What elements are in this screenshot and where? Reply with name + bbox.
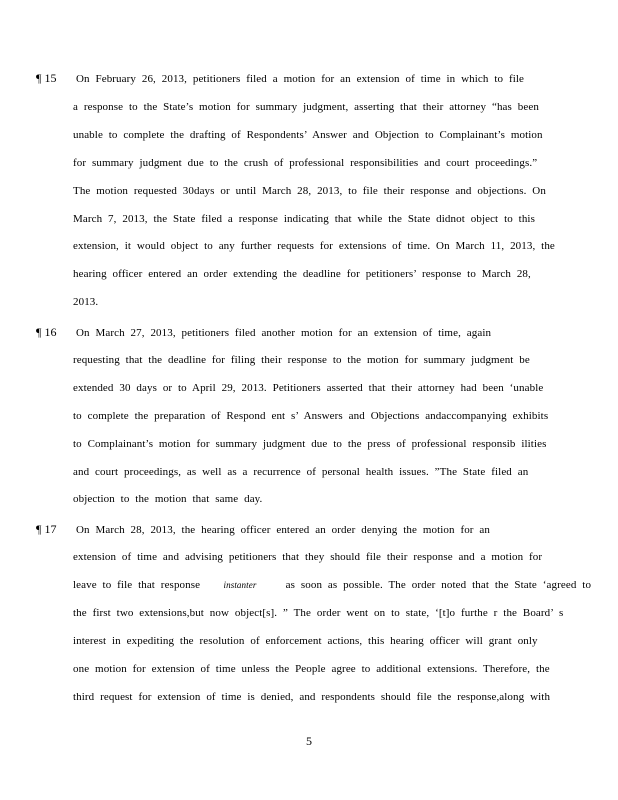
italic-term: instanter: [223, 580, 257, 590]
paragraph-line: objection to the motion that same day.: [73, 493, 263, 505]
line-segment: leave to file that response: [73, 579, 201, 591]
page-number: 5: [306, 734, 312, 748]
paragraph-line: 2013.: [73, 296, 99, 308]
paragraph-line: interest in expediting the resolution of enforcement actions, this hearing officer will grant only: [73, 635, 538, 647]
paragraph-line: On March 27, 2013, petitioners filed another motion for an extension of time, again: [76, 327, 492, 339]
paragraph-line: extension of time and advising petitioners that they should file their response and a motion for: [73, 551, 543, 563]
paragraph-marker: ¶ 17: [36, 522, 57, 536]
paragraph-marker: ¶ 16: [36, 325, 57, 339]
paragraph-line: third request for extension of time is denied, and respondents should file the response,along with: [73, 691, 551, 703]
line-segment: as soon as possible. The order noted that the State ‘agreed to: [285, 579, 592, 591]
paragraph-line: to Complainant’s motion for summary judgment due to the press of professional responsib ilities: [73, 438, 547, 450]
paragraph-line: a response to the State’s motion for summary judgment, asserting that their attorney “has been: [73, 101, 539, 113]
paragraph-line: for summary judgment due to the crush of professional responsibilities and court proceedings.”: [73, 157, 538, 169]
paragraph-line: On March 28, 2013, the hearing officer entered an order denying the motion for an: [76, 524, 490, 536]
paragraph-line: requesting that the deadline for filing their response to the motion for summary judgment be: [73, 354, 530, 366]
paragraph-line: one motion for extension of time unless the People agree to additional extensions. Therefore, the: [73, 663, 550, 675]
paragraph-line: The motion requested 30days or until March 28, 2013, to file their response and objections. On: [73, 185, 546, 197]
paragraph-marker: ¶ 15: [36, 71, 57, 85]
paragraph-line-with-italic: [73, 578, 591, 592]
paragraph-line: the first two extensions,but now object[s]. ” The order went on to state, ‘[t]o furthe r the Board’ s: [73, 607, 564, 619]
paragraph-line: to complete the preparation of Respond ent s’ Answers and Objections andaccompanying exhibits: [73, 410, 549, 422]
paragraph-line: unable to complete the drafting of Respondents’ Answer and Objection to Complainant’s motion: [73, 129, 543, 141]
paragraph-line: and court proceedings, as well as a recurrence of personal health issues. ”The State filed an: [73, 466, 529, 478]
paragraph-line: extension, it would object to any further requests for extensions of time. On March 11, 2013, the: [73, 240, 555, 252]
paragraph-line: March 7, 2013, the State filed a response indicating that while the State didnot object to this: [73, 213, 535, 225]
paragraph-line: hearing officer entered an order extending the deadline for petitioners’ response to March 28,: [73, 268, 531, 280]
paragraph-line: On February 26, 2013, petitioners filed a motion for an extension of time in which to file: [76, 73, 525, 85]
paragraph-line: extended 30 days or to April 29, 2013. Petitioners asserted that their attorney had been ‘unable: [73, 382, 544, 394]
